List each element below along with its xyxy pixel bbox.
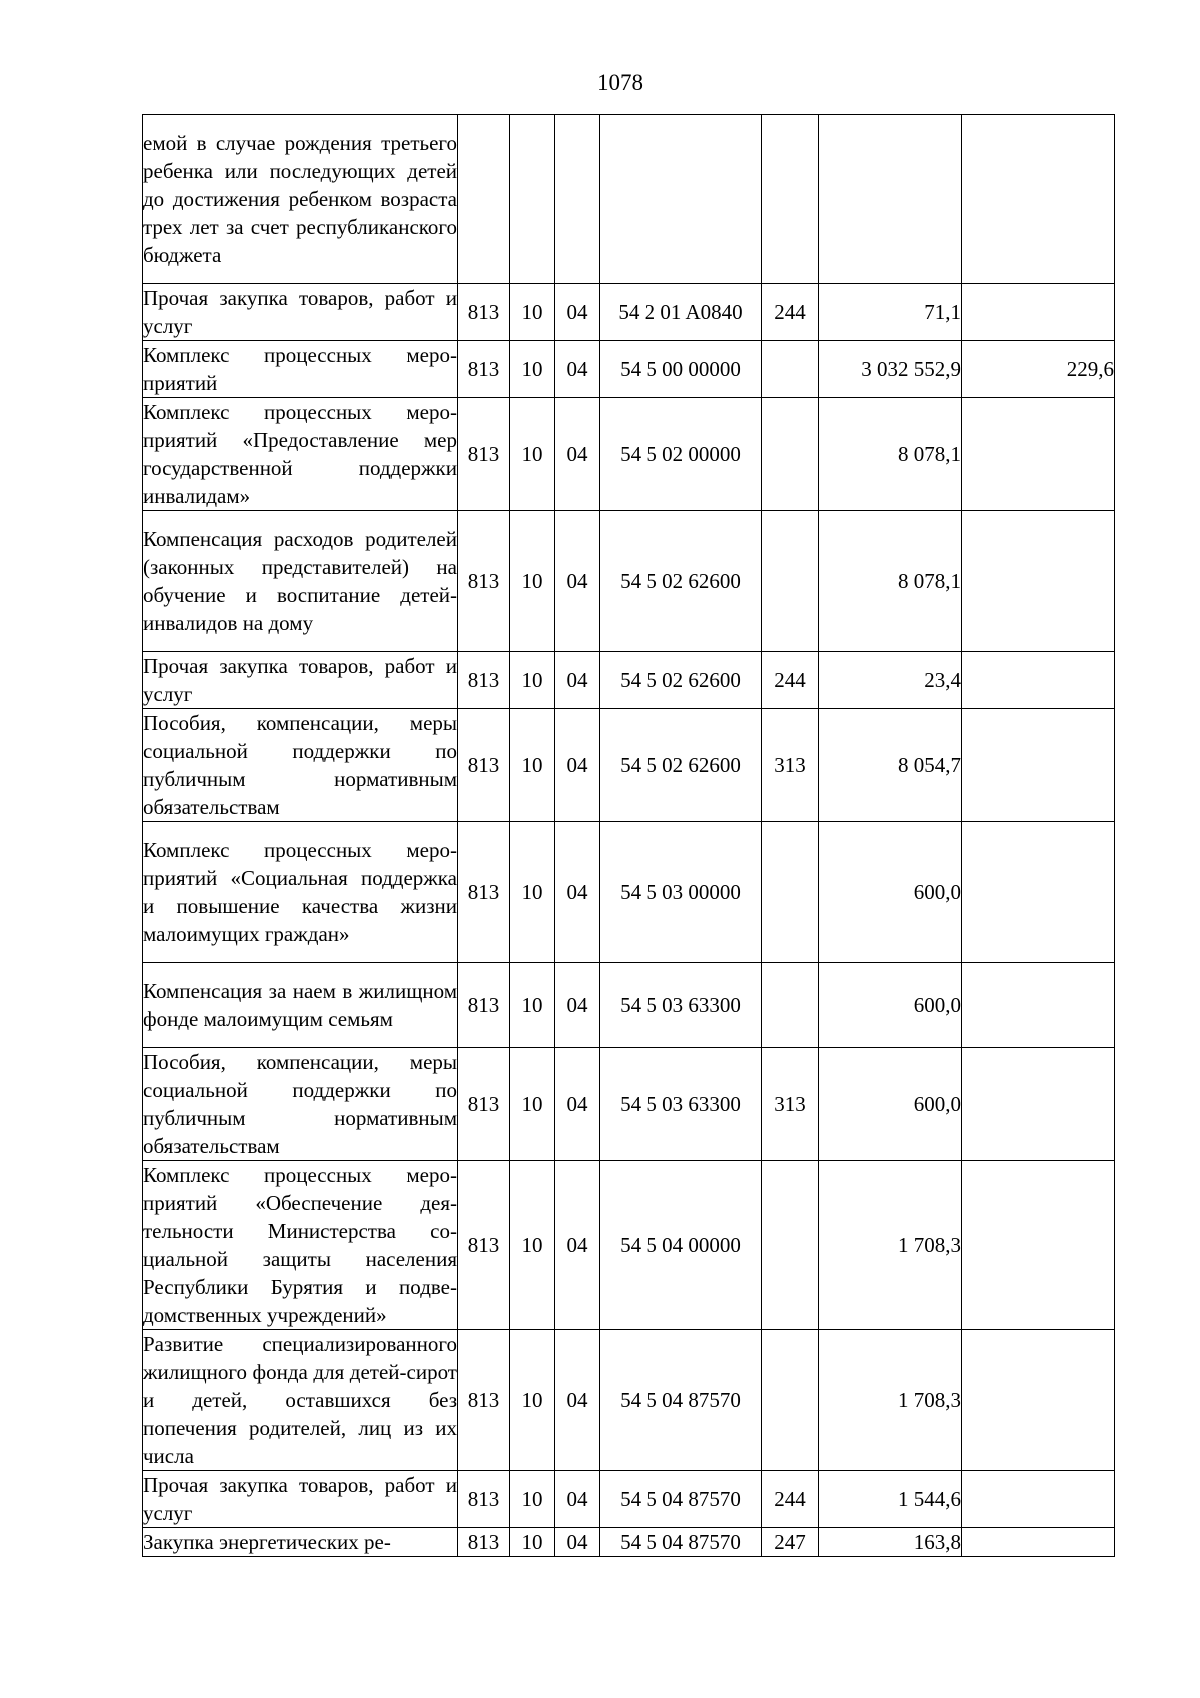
table-row [143, 115, 1115, 284]
row-amount: 8 054,7 [819, 709, 962, 822]
row-admin-code: 813 [458, 284, 510, 341]
row-expense-type: 313 [762, 709, 819, 822]
row-target-code: 54 5 03 63300 [600, 963, 762, 1048]
row-amount-secondary [962, 1048, 1115, 1161]
page-number: 1078 [597, 70, 643, 95]
row-description: Закупка энергетических ре- [143, 1528, 458, 1557]
row-amount-secondary [962, 1528, 1115, 1557]
row-amount-secondary [962, 511, 1115, 652]
table-row [143, 822, 1115, 963]
row-amount-secondary [962, 652, 1115, 709]
row-target-code: 54 5 04 87570 [600, 1330, 762, 1471]
row-admin-code: 813 [458, 1528, 510, 1557]
row-description: Комплекс процессных мероприятий «Социальная поддержка и повышение качества жизни малоимущих граждан» [143, 822, 458, 963]
row-admin-code: 813 [458, 963, 510, 1048]
row-subsection: 04 [555, 284, 600, 341]
budget-table [142, 114, 1115, 1557]
row-amount: 3 032 552,9 [819, 341, 962, 398]
row-amount-secondary [962, 1471, 1115, 1528]
row-section: 10 [510, 822, 555, 963]
row-amount [819, 115, 962, 284]
row-section: 10 [510, 1048, 555, 1161]
row-section: 10 [510, 1471, 555, 1528]
row-target-code: 54 5 04 00000 [600, 1161, 762, 1330]
table-row [143, 963, 1115, 1048]
row-target-code: 54 2 01 A0840 [600, 284, 762, 341]
row-subsection: 04 [555, 652, 600, 709]
row-expense-type [762, 963, 819, 1048]
row-subsection: 04 [555, 709, 600, 822]
row-subsection: 04 [555, 341, 600, 398]
row-amount-secondary [962, 1330, 1115, 1471]
row-admin-code: 813 [458, 398, 510, 511]
row-expense-type: 244 [762, 652, 819, 709]
row-target-code: 54 5 02 62600 [600, 511, 762, 652]
row-subsection: 04 [555, 1161, 600, 1330]
row-amount: 23,4 [819, 652, 962, 709]
row-target-code: 54 5 04 87570 [600, 1528, 762, 1557]
table-row [143, 511, 1115, 652]
row-description: Развитие специализированного жилищного фонда для детей-сирот и детей, оставшихся без попечения родителей, лиц из их числа [143, 1330, 458, 1471]
row-admin-code: 813 [458, 1330, 510, 1471]
row-description: Комплекс процессных мероприятий «Обеспечение деятельности Министерства социальной защиты населения Республики Бурятия и подведомственных учреждений» [143, 1161, 458, 1330]
row-section: 10 [510, 1330, 555, 1471]
table-row [143, 398, 1115, 511]
row-admin-code: 813 [458, 1471, 510, 1528]
row-target-code [600, 115, 762, 284]
row-subsection: 04 [555, 511, 600, 652]
table-row [143, 1471, 1115, 1528]
table-row [143, 1330, 1115, 1471]
row-subsection: 04 [555, 1471, 600, 1528]
row-subsection [555, 115, 600, 284]
row-section: 10 [510, 284, 555, 341]
row-description: Пособия, компенсации, меры социальной поддержки по публичным нормативным обязательствам [143, 1048, 458, 1161]
row-amount: 1 544,6 [819, 1471, 962, 1528]
row-amount: 600,0 [819, 963, 962, 1048]
row-admin-code: 813 [458, 822, 510, 963]
table-row [143, 1048, 1115, 1161]
row-target-code: 54 5 04 87570 [600, 1471, 762, 1528]
row-subsection: 04 [555, 1048, 600, 1161]
row-subsection: 04 [555, 963, 600, 1048]
row-subsection: 04 [555, 1330, 600, 1471]
table-row [143, 341, 1115, 398]
row-subsection: 04 [555, 822, 600, 963]
row-section: 10 [510, 511, 555, 652]
row-description: Комплекс процессных мероприятий «Предоставление мер государственной поддержки инвалидам» [143, 398, 458, 511]
row-section [510, 115, 555, 284]
row-amount: 600,0 [819, 822, 962, 963]
row-amount: 1 708,3 [819, 1161, 962, 1330]
row-section: 10 [510, 1528, 555, 1557]
row-admin-code: 813 [458, 652, 510, 709]
row-target-code: 54 5 02 00000 [600, 398, 762, 511]
row-target-code: 54 5 02 62600 [600, 709, 762, 822]
row-section: 10 [510, 1161, 555, 1330]
row-admin-code: 813 [458, 709, 510, 822]
row-admin-code: 813 [458, 341, 510, 398]
row-subsection: 04 [555, 398, 600, 511]
table-row [143, 709, 1115, 822]
row-expense-type: 244 [762, 1471, 819, 1528]
row-target-code: 54 5 00 00000 [600, 341, 762, 398]
row-target-code: 54 5 03 00000 [600, 822, 762, 963]
row-amount-secondary [962, 115, 1115, 284]
row-expense-type [762, 1161, 819, 1330]
row-amount-secondary [962, 709, 1115, 822]
row-target-code: 54 5 02 62600 [600, 652, 762, 709]
row-expense-type [762, 341, 819, 398]
row-description: Компенсация расходов родителей (законных представителей) на обучение и воспитание детей-инвалидов на дому [143, 511, 458, 652]
row-amount-secondary [962, 1161, 1115, 1330]
row-amount: 71,1 [819, 284, 962, 341]
table-row [143, 284, 1115, 341]
row-admin-code [458, 115, 510, 284]
row-description: Прочая закупка товаров, работ и услуг [143, 284, 458, 341]
row-description: Комплекс процессных мероприятий [143, 341, 458, 398]
row-section: 10 [510, 963, 555, 1048]
table-row [143, 1528, 1115, 1557]
row-section: 10 [510, 341, 555, 398]
row-expense-type [762, 1330, 819, 1471]
row-expense-type [762, 115, 819, 284]
table-row [143, 1161, 1115, 1330]
row-expense-type [762, 511, 819, 652]
row-description: Компенсация за наем в жилищном фонде малоимущим семьям [143, 963, 458, 1048]
row-admin-code: 813 [458, 511, 510, 652]
row-description: Пособия, компенсации, меры социальной поддержки по публичным нормативным обязательствам [143, 709, 458, 822]
row-description: Прочая закупка товаров, работ и услуг [143, 1471, 458, 1528]
row-target-code: 54 5 03 63300 [600, 1048, 762, 1161]
row-admin-code: 813 [458, 1048, 510, 1161]
row-expense-type [762, 398, 819, 511]
row-amount-secondary [962, 398, 1115, 511]
row-section: 10 [510, 652, 555, 709]
row-description: Прочая закупка товаров, работ и услуг [143, 652, 458, 709]
row-amount: 1 708,3 [819, 1330, 962, 1471]
row-section: 10 [510, 709, 555, 822]
row-admin-code: 813 [458, 1161, 510, 1330]
row-amount-secondary [962, 822, 1115, 963]
table-row [143, 652, 1115, 709]
row-section: 10 [510, 398, 555, 511]
row-amount-secondary [962, 963, 1115, 1048]
row-expense-type: 244 [762, 284, 819, 341]
row-subsection: 04 [555, 1528, 600, 1557]
row-amount: 600,0 [819, 1048, 962, 1161]
row-description: емой в случае рождения третьего ребенка или последующих детей до достижения ребенком возраста трех лет за счет республиканского бюджета [143, 115, 458, 284]
row-amount-secondary [962, 284, 1115, 341]
row-amount-secondary: 229,6 [962, 341, 1115, 398]
row-expense-type [762, 822, 819, 963]
row-amount: 163,8 [819, 1528, 962, 1557]
row-expense-type: 313 [762, 1048, 819, 1161]
row-amount: 8 078,1 [819, 511, 962, 652]
row-amount: 8 078,1 [819, 398, 962, 511]
row-expense-type: 247 [762, 1528, 819, 1557]
